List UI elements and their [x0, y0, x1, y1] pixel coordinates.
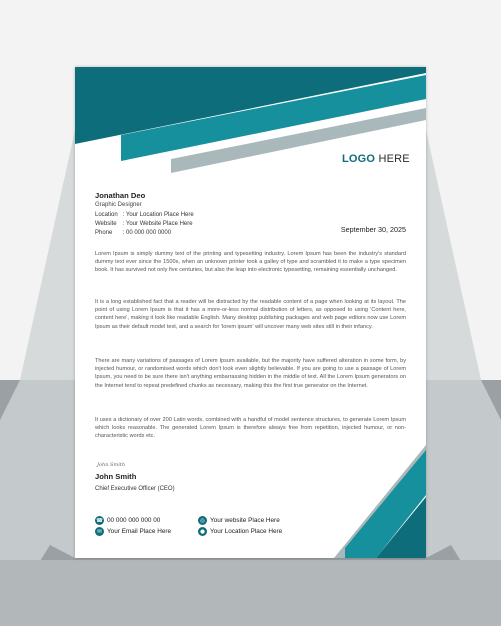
- email-icon: ✉: [95, 527, 104, 536]
- footer-location: [198, 527, 282, 536]
- signatory-name: John Smith: [95, 472, 137, 481]
- body-paragraph-3: There are many variations of passages of Lorem Ipsum available, but the majority have suffered alteration in some form, by injected humour, or randomised words which don't look even slightly believable. If you are going to use a passage of Lorem Ipsum, you need to be sure there isn't anything embarrassing hidden in the middle of text. All the Lorem Ipsum generators on the Internet tend to repeat predefined chunks as necessary, making this the first true generator on the Internet.: [95, 358, 406, 389]
- website-value: : Your Website Place Here: [122, 221, 193, 227]
- body-paragraph-4: It uses a dictionary of over 200 Latin words, combined with a handful of model sentence structures, to generate Lorem Ipsum which looks reasonable. The generated Lorem Ipsum is therefore always free from repetition, injected humour, or non-characteristic words etc.: [95, 417, 406, 440]
- letterhead-page: [75, 67, 426, 558]
- signatory-title: Chief Executive Officer (CEO): [95, 486, 175, 492]
- location-label: Location: [95, 212, 118, 218]
- footer-phone-text: 00 000 000 000 00: [107, 517, 161, 524]
- letter-date: September 30, 2025: [340, 225, 406, 234]
- body-paragraph-1: Lorem Ipsum is simply dummy text of the printing and typesetting industry. Lorem Ipsum has been the industry's standard dummy text ever since the 1500s, when an unknown printer took a galley of type and scrambled it to make a type specimen book. It has survived not only five centuries, but also the leap into electronic typesetting, remaining essentially unchanged.: [95, 251, 406, 274]
- globe-icon: ◎: [198, 516, 207, 525]
- logo: [342, 153, 410, 165]
- logo-text-here: HERE: [378, 153, 410, 165]
- logo-text-bold: LOGO: [342, 153, 376, 165]
- footer-website-text: Your website Place Here: [210, 517, 280, 524]
- website-label: Website: [95, 221, 117, 227]
- sender-location: [95, 212, 194, 218]
- sender-phone: [95, 230, 171, 236]
- phone-value: : 00 000 000 0000: [122, 230, 172, 236]
- location-pin-icon: ●: [198, 527, 207, 536]
- footer-email: [95, 527, 171, 536]
- footer-phone: [95, 516, 160, 525]
- phone-label: Phone: [95, 230, 113, 236]
- phone-icon: ☎: [96, 517, 103, 524]
- sender-website: [95, 221, 193, 227]
- body-paragraph-2: It is a long established fact that a reader will be distracted by the readable content of a page when looking at its layout. The point of using Lorem Ipsum is that it has a more-or-less normal distribution of letters, as opposed to using 'Content here, content here', making it look like readable English. Many desktop publishing packages and web page editors now use Lorem Ipsum as their default model text, and a search for 'lorem ipsum' will uncover many web sites still in their infancy.: [95, 299, 406, 330]
- footer-location-text: Your Location Place Here: [210, 528, 283, 535]
- footer-website: [198, 516, 280, 525]
- sender-name: Jonathan Deo: [95, 191, 146, 200]
- footer-email-text: Your Email Place Here: [107, 528, 172, 535]
- handwritten-signature: John Smith: [97, 462, 126, 468]
- location-value: : Your Location Place Here: [122, 212, 194, 218]
- sender-role: Graphic Designer: [95, 202, 142, 208]
